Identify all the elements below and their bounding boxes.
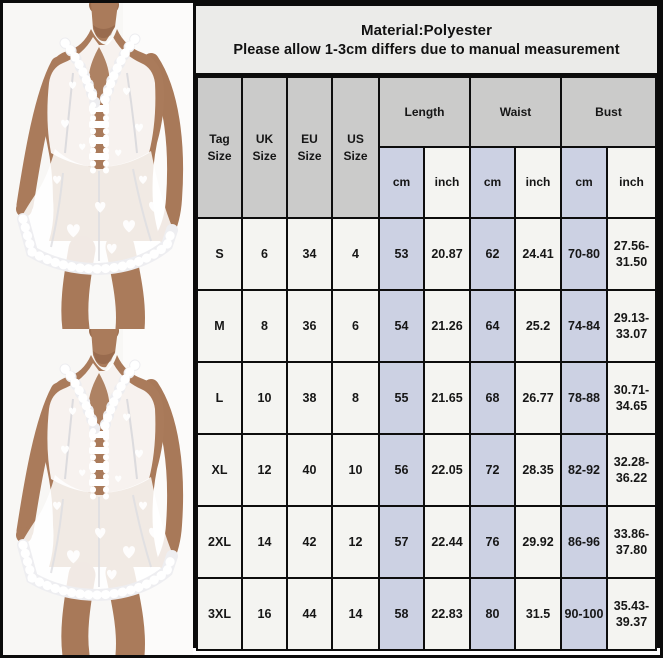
cell-bust-inch: 30.71-34.65 (607, 362, 656, 434)
cell-tag: L (197, 362, 242, 434)
cell-waist-inch: 29.92 (515, 506, 561, 578)
cell-waist-inch: 28.35 (515, 434, 561, 506)
cell-eu: 44 (287, 578, 332, 650)
col-header-bust: Bust (561, 77, 656, 147)
cell-tag: XL (197, 434, 242, 506)
cell-eu: 40 (287, 434, 332, 506)
table-row-l (197, 362, 656, 434)
cell-us: 4 (332, 218, 379, 290)
cell-length-inch: 22.83 (424, 578, 470, 650)
cell-waist-cm: 76 (470, 506, 515, 578)
cell-bust-inch: 32.28-36.22 (607, 434, 656, 506)
cell-eu: 36 (287, 290, 332, 362)
material-line: Material:Polyester (360, 21, 493, 39)
subheader-length-inch: inch (424, 147, 470, 218)
col-header-eu-size: EU Size (287, 77, 332, 218)
cell-tag: S (197, 218, 242, 290)
cell-bust-inch: 27.56-31.50 (607, 218, 656, 290)
cell-us: 8 (332, 362, 379, 434)
cell-length-cm: 56 (379, 434, 424, 506)
cell-us: 6 (332, 290, 379, 362)
table-row-m (197, 290, 656, 362)
cell-length-inch: 20.87 (424, 218, 470, 290)
cell-eu: 38 (287, 362, 332, 434)
col-header-waist: Waist (470, 77, 561, 147)
cell-eu: 34 (287, 218, 332, 290)
cell-bust-cm: 90-100 (561, 578, 607, 650)
cell-bust-cm: 70-80 (561, 218, 607, 290)
cell-length-inch: 22.44 (424, 506, 470, 578)
product-photo-top (3, 3, 193, 329)
cell-us: 10 (332, 434, 379, 506)
cell-uk: 10 (242, 362, 287, 434)
cell-waist-inch: 24.41 (515, 218, 561, 290)
cell-waist-inch: 31.5 (515, 578, 561, 650)
cell-waist-cm: 72 (470, 434, 515, 506)
cell-eu: 42 (287, 506, 332, 578)
cell-length-cm: 58 (379, 578, 424, 650)
table-row-3xl (197, 578, 656, 650)
table-row-s (197, 218, 656, 290)
cell-waist-cm: 62 (470, 218, 515, 290)
cell-waist-inch: 25.2 (515, 290, 561, 362)
table-row-2xl (197, 506, 656, 578)
cell-waist-cm: 80 (470, 578, 515, 650)
subheader-waist-inch: inch (515, 147, 561, 218)
cell-bust-cm: 86-96 (561, 506, 607, 578)
table-row-xl (197, 434, 656, 506)
cell-us: 14 (332, 578, 379, 650)
cell-us: 12 (332, 506, 379, 578)
cell-tag: 2XL (197, 506, 242, 578)
cell-bust-inch: 35.43-39.37 (607, 578, 656, 650)
cell-waist-inch: 26.77 (515, 362, 561, 434)
product-photo-bottom (3, 329, 193, 655)
cell-length-cm: 54 (379, 290, 424, 362)
cell-uk: 14 (242, 506, 287, 578)
cell-bust-inch: 29.13-33.07 (607, 290, 656, 362)
cell-uk: 16 (242, 578, 287, 650)
subheader-waist-cm: cm (470, 147, 515, 218)
cell-bust-inch: 33.86-37.80 (607, 506, 656, 578)
cell-tag: M (197, 290, 242, 362)
col-header-tag-size: Tag Size (197, 77, 242, 218)
cell-uk: 12 (242, 434, 287, 506)
col-header-us-size: US Size (332, 77, 379, 218)
size-chart-panel (193, 3, 660, 648)
cell-length-cm: 55 (379, 362, 424, 434)
material-note (196, 6, 657, 76)
tolerance-line: Please allow 1-3cm differs due to manual measurement (233, 41, 620, 58)
cell-length-cm: 57 (379, 506, 424, 578)
babydoll-illustration (3, 329, 193, 655)
subheader-bust-inch: inch (607, 147, 656, 218)
cell-length-inch: 21.26 (424, 290, 470, 362)
cell-uk: 8 (242, 290, 287, 362)
cell-uk: 6 (242, 218, 287, 290)
cell-bust-cm: 78-88 (561, 362, 607, 434)
cell-waist-cm: 68 (470, 362, 515, 434)
subheader-length-cm: cm (379, 147, 424, 218)
cell-bust-cm: 82-92 (561, 434, 607, 506)
product-photo-column (3, 3, 193, 655)
cell-length-inch: 21.65 (424, 362, 470, 434)
babydoll-illustration (3, 3, 193, 329)
col-header-uk-size: UK Size (242, 77, 287, 218)
cell-tag: 3XL (197, 578, 242, 650)
cell-length-inch: 22.05 (424, 434, 470, 506)
subheader-bust-cm: cm (561, 147, 607, 218)
size-table (196, 76, 657, 651)
cell-length-cm: 53 (379, 218, 424, 290)
cell-bust-cm: 74-84 (561, 290, 607, 362)
col-header-length: Length (379, 77, 470, 147)
cell-waist-cm: 64 (470, 290, 515, 362)
